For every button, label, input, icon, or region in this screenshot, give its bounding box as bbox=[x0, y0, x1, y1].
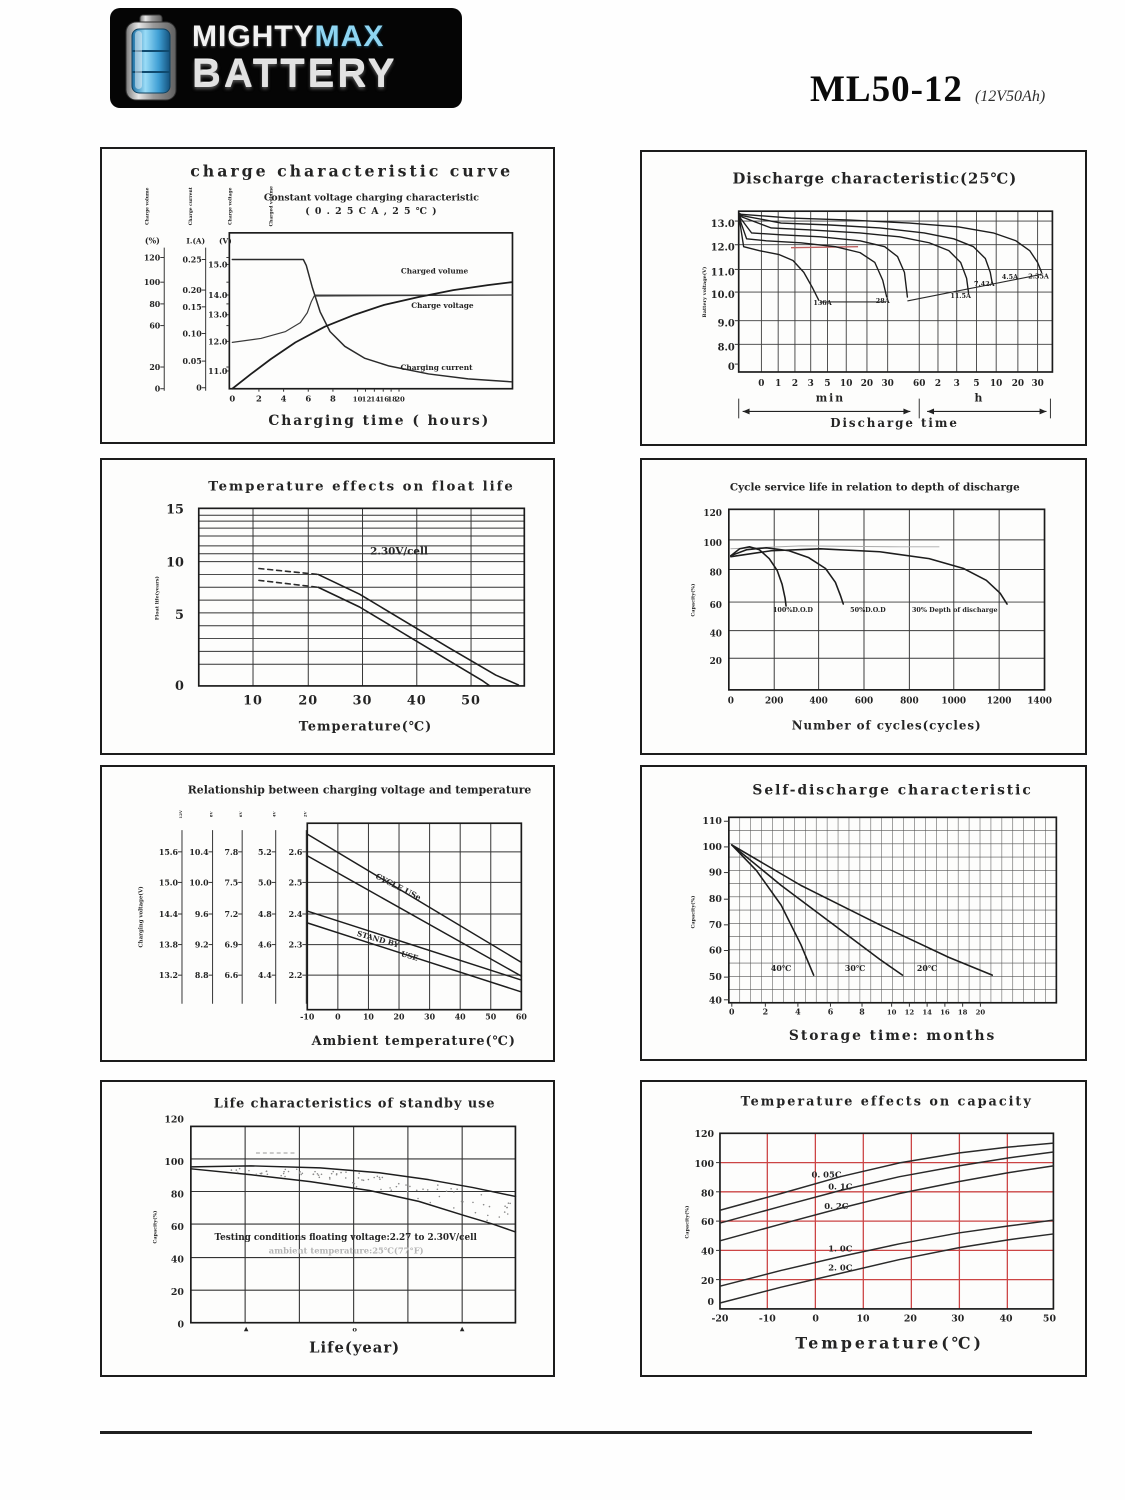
svg-text:3: 3 bbox=[953, 378, 960, 389]
chart-temperature-capacity bbox=[642, 1082, 1085, 1375]
svg-text:12: 12 bbox=[904, 1008, 915, 1017]
svg-text:40: 40 bbox=[406, 693, 427, 709]
svg-text:1400: 1400 bbox=[1027, 696, 1052, 707]
svg-text:2.6: 2.6 bbox=[288, 847, 303, 857]
svg-text:70: 70 bbox=[708, 919, 722, 931]
panel-temperature-capacity bbox=[640, 1080, 1087, 1377]
svg-text:40: 40 bbox=[709, 629, 722, 640]
svg-text:50: 50 bbox=[1042, 1313, 1056, 1325]
svg-text:0: 0 bbox=[727, 696, 734, 707]
svg-text:2.4: 2.4 bbox=[288, 909, 303, 919]
svg-text:8V: 8V bbox=[208, 811, 214, 818]
panel-discharge-characteristic bbox=[640, 150, 1087, 446]
svg-text:0.20: 0.20 bbox=[182, 286, 202, 296]
svg-text:11.0: 11.0 bbox=[710, 267, 735, 279]
svg-text:6: 6 bbox=[305, 393, 312, 404]
chart-standby-life bbox=[102, 1082, 553, 1375]
svg-text:Capacity(%): Capacity(%) bbox=[684, 1205, 691, 1239]
svg-text:Charge current: Charge current bbox=[188, 187, 194, 226]
svg-text:30% Depth of discharge: 30% Depth of discharge bbox=[911, 605, 998, 614]
svg-text:15: 15 bbox=[166, 502, 184, 518]
svg-text:20: 20 bbox=[860, 378, 874, 389]
svg-text:120: 120 bbox=[143, 253, 161, 263]
svg-text:USE: USE bbox=[399, 949, 420, 963]
svg-text:5: 5 bbox=[973, 378, 980, 389]
svg-text:0: 0 bbox=[335, 1012, 341, 1022]
svg-text:10.4: 10.4 bbox=[189, 847, 209, 857]
svg-text:6.9: 6.9 bbox=[224, 940, 239, 950]
svg-text:1000: 1000 bbox=[941, 696, 967, 707]
svg-text:9.6: 9.6 bbox=[194, 909, 209, 919]
svg-text:60: 60 bbox=[170, 1221, 184, 1233]
svg-text:30: 30 bbox=[881, 378, 894, 389]
svg-text:-10: -10 bbox=[300, 1012, 315, 1022]
svg-text:80: 80 bbox=[708, 894, 722, 906]
svg-text:30: 30 bbox=[352, 693, 373, 709]
svg-text:Charge voltage: Charge voltage bbox=[228, 187, 234, 225]
svg-text:80: 80 bbox=[149, 299, 161, 309]
svg-text:4.8: 4.8 bbox=[258, 909, 272, 919]
svg-text:5.2: 5.2 bbox=[258, 847, 272, 857]
svg-text:50: 50 bbox=[708, 972, 722, 984]
svg-text:11.5A: 11.5A bbox=[950, 292, 971, 300]
svg-text:120: 120 bbox=[694, 1129, 715, 1141]
chart-charging-voltage-temperature bbox=[102, 767, 553, 1060]
svg-text:CYCLE USe: CYCLE USe bbox=[373, 871, 423, 903]
svg-text:0: 0 bbox=[229, 393, 236, 404]
svg-text:13.0: 13.0 bbox=[208, 310, 228, 320]
svg-text:14: 14 bbox=[370, 395, 381, 404]
svg-text:Self-discharge characteristic: Self-discharge characteristic bbox=[752, 782, 1033, 799]
svg-text:20: 20 bbox=[903, 1313, 917, 1325]
svg-text:60: 60 bbox=[708, 945, 722, 957]
svg-text:Charged volume: Charged volume bbox=[269, 186, 275, 227]
svg-text:0. 1C: 0. 1C bbox=[828, 1181, 853, 1192]
svg-text:8: 8 bbox=[330, 393, 336, 404]
svg-text:Charge voltage: Charge voltage bbox=[411, 300, 474, 310]
brand-word-mighty: MIGHTY bbox=[192, 20, 315, 53]
svg-text:2.30V/cell: 2.30V/cell bbox=[370, 545, 428, 558]
svg-text:1200: 1200 bbox=[986, 696, 1012, 707]
svg-text:14.0: 14.0 bbox=[208, 290, 228, 300]
svg-text:100: 100 bbox=[694, 1158, 715, 1170]
battery-icon bbox=[120, 13, 182, 103]
svg-text:( 0 . 2 5 C A , 2 5 ℃ ): ( 0 . 2 5 C A , 2 5 ℃ ) bbox=[305, 206, 438, 218]
svg-text:10: 10 bbox=[243, 693, 263, 709]
svg-text:0: 0 bbox=[177, 1319, 184, 1331]
svg-text:10: 10 bbox=[166, 555, 184, 571]
svg-text:4: 4 bbox=[795, 1007, 801, 1017]
svg-text:Capacity(%): Capacity(%) bbox=[690, 583, 697, 617]
svg-text:0. 2C: 0. 2C bbox=[824, 1201, 849, 1212]
svg-text:12: 12 bbox=[361, 395, 372, 404]
svg-text:100%D.O.D: 100%D.O.D bbox=[772, 605, 813, 614]
svg-text:80: 80 bbox=[701, 1188, 715, 1200]
svg-text:0: 0 bbox=[196, 383, 202, 393]
chart-charge-characteristic bbox=[102, 149, 553, 442]
svg-text:0: 0 bbox=[812, 1313, 819, 1325]
svg-text:20: 20 bbox=[709, 657, 722, 668]
svg-text:charge characteristic curve: charge characteristic curve bbox=[190, 161, 514, 181]
svg-text:ambient temperature:25℃(77°F): ambient temperature:25℃(77°F) bbox=[268, 1245, 424, 1256]
svg-text:20: 20 bbox=[393, 1012, 405, 1022]
svg-text:15.0: 15.0 bbox=[208, 260, 228, 270]
svg-text:13.8: 13.8 bbox=[158, 940, 179, 950]
svg-text:20: 20 bbox=[1011, 378, 1025, 389]
svg-text:18: 18 bbox=[957, 1008, 968, 1017]
svg-text:0.15: 0.15 bbox=[182, 302, 202, 312]
svg-text:10: 10 bbox=[856, 1313, 870, 1325]
svg-text:2: 2 bbox=[791, 378, 799, 389]
svg-text:0: 0 bbox=[175, 678, 184, 694]
svg-text:12V: 12V bbox=[177, 810, 183, 819]
svg-text:Temperature(℃): Temperature(℃) bbox=[298, 719, 433, 735]
svg-text:14.4: 14.4 bbox=[158, 909, 179, 919]
svg-text:15.0: 15.0 bbox=[158, 878, 179, 888]
svg-text:9.2: 9.2 bbox=[194, 940, 209, 950]
svg-text:Cycle service life in relation: Cycle service life in relation to depth of discharge bbox=[729, 481, 1020, 494]
svg-text:▲: ▲ bbox=[243, 1325, 249, 1333]
svg-text:136A: 136A bbox=[813, 298, 832, 307]
svg-text:80: 80 bbox=[170, 1189, 184, 1201]
svg-text:10.0: 10.0 bbox=[189, 878, 209, 888]
svg-text:Charging voltage(V): Charging voltage(V) bbox=[138, 886, 145, 948]
svg-text:5: 5 bbox=[175, 607, 184, 623]
svg-text:(V): (V) bbox=[219, 236, 232, 246]
svg-text:40: 40 bbox=[454, 1012, 466, 1022]
chart-float-life bbox=[102, 460, 553, 753]
svg-text:200: 200 bbox=[764, 696, 784, 707]
model-number: ML50-12 bbox=[810, 69, 963, 110]
svg-text:Capacity(%): Capacity(%) bbox=[152, 1210, 159, 1244]
brand-word-max: MAX bbox=[314, 20, 385, 53]
svg-text:30: 30 bbox=[951, 1313, 965, 1325]
svg-text:28A: 28A bbox=[875, 296, 890, 305]
chart-self-discharge bbox=[642, 767, 1085, 1059]
chart-discharge-characteristic bbox=[642, 152, 1085, 444]
svg-text:60: 60 bbox=[709, 600, 722, 611]
svg-text:5.0: 5.0 bbox=[258, 878, 272, 888]
model-capacity: (12V50Ah) bbox=[974, 88, 1046, 105]
svg-text:60: 60 bbox=[913, 378, 926, 389]
brand-word-battery: BATTERY bbox=[192, 52, 398, 96]
svg-text:30: 30 bbox=[1031, 378, 1044, 389]
svg-text:6: 6 bbox=[827, 1007, 834, 1017]
panel-standby-life bbox=[100, 1080, 555, 1377]
svg-text:100: 100 bbox=[143, 278, 161, 288]
svg-text:Number of cycles(cycles): Number of cycles(cycles) bbox=[791, 718, 982, 733]
svg-text:100: 100 bbox=[164, 1156, 184, 1168]
svg-text:Capacity(%): Capacity(%) bbox=[690, 895, 697, 929]
svg-text:40: 40 bbox=[999, 1313, 1013, 1325]
svg-text:110: 110 bbox=[702, 816, 722, 828]
svg-text:50: 50 bbox=[461, 693, 481, 709]
svg-text:50: 50 bbox=[485, 1012, 497, 1022]
svg-text:0: 0 bbox=[707, 1296, 715, 1308]
svg-text:2.35A: 2.35A bbox=[1028, 272, 1049, 281]
svg-text:16: 16 bbox=[379, 395, 390, 404]
svg-text:10: 10 bbox=[886, 1008, 897, 1017]
svg-text:I.(A): I.(A) bbox=[186, 236, 206, 246]
svg-text:Charge volume: Charge volume bbox=[145, 187, 151, 225]
svg-text:8.8: 8.8 bbox=[194, 971, 209, 981]
svg-text:40: 40 bbox=[701, 1246, 715, 1258]
svg-text:10.0: 10.0 bbox=[710, 290, 735, 301]
svg-text:20: 20 bbox=[149, 362, 161, 372]
svg-text:Discharge time: Discharge time bbox=[830, 416, 959, 431]
svg-text:30: 30 bbox=[424, 1012, 436, 1022]
svg-text:20℃: 20℃ bbox=[916, 964, 938, 974]
svg-text:50%D.O.D: 50%D.O.D bbox=[850, 605, 886, 614]
svg-text:2: 2 bbox=[256, 393, 262, 404]
svg-text:12.0: 12.0 bbox=[208, 337, 228, 347]
svg-text:20: 20 bbox=[170, 1287, 184, 1299]
svg-text:2V: 2V bbox=[302, 811, 308, 818]
svg-text:100: 100 bbox=[702, 841, 722, 853]
svg-text:-10: -10 bbox=[758, 1313, 776, 1325]
svg-text:20: 20 bbox=[298, 693, 319, 709]
svg-text:4.4: 4.4 bbox=[258, 971, 272, 981]
svg-text:8.0: 8.0 bbox=[717, 342, 735, 354]
svg-text:20: 20 bbox=[701, 1276, 715, 1288]
svg-text:60: 60 bbox=[701, 1217, 715, 1229]
svg-text:400: 400 bbox=[809, 696, 828, 707]
svg-text:Relationship between charging: Relationship between charging voltage and temperature bbox=[187, 783, 532, 797]
svg-text:600: 600 bbox=[854, 696, 874, 707]
brand-logo bbox=[110, 8, 462, 108]
svg-text:Constant voltage charging char: Constant voltage charging characteristic bbox=[263, 192, 479, 204]
svg-text:-20: -20 bbox=[711, 1313, 729, 1325]
svg-text:10: 10 bbox=[352, 395, 363, 404]
svg-text:14: 14 bbox=[922, 1008, 932, 1017]
svg-text:2.2: 2.2 bbox=[288, 971, 303, 981]
svg-text:80: 80 bbox=[709, 568, 722, 579]
svg-text:120: 120 bbox=[164, 1114, 184, 1126]
svg-text:16: 16 bbox=[940, 1008, 950, 1017]
svg-text:800: 800 bbox=[900, 696, 919, 707]
svg-text:4: 4 bbox=[280, 393, 287, 404]
model-header bbox=[810, 68, 1045, 111]
svg-text:13.2: 13.2 bbox=[158, 971, 179, 981]
svg-text:40: 40 bbox=[170, 1254, 184, 1266]
panel-self-discharge bbox=[640, 765, 1087, 1061]
chart-cycle-service-life bbox=[642, 460, 1085, 753]
svg-text:30℃: 30℃ bbox=[844, 964, 866, 974]
svg-text:100: 100 bbox=[703, 538, 722, 549]
svg-text:20: 20 bbox=[395, 395, 405, 404]
svg-text:2.3: 2.3 bbox=[288, 940, 303, 950]
svg-text:2. 0C: 2. 0C bbox=[828, 1262, 853, 1273]
svg-text:Float life(years): Float life(years) bbox=[154, 576, 161, 621]
svg-text:15.6: 15.6 bbox=[158, 847, 179, 857]
svg-text:Charging current: Charging current bbox=[400, 362, 473, 372]
svg-text:2.5: 2.5 bbox=[288, 878, 303, 888]
svg-text:2: 2 bbox=[934, 378, 942, 389]
svg-text:120: 120 bbox=[703, 509, 722, 520]
svg-text:4.5A: 4.5A bbox=[1001, 273, 1019, 282]
svg-text:60: 60 bbox=[149, 321, 161, 331]
svg-text:o: o bbox=[352, 1325, 357, 1334]
svg-text:0.10: 0.10 bbox=[182, 329, 202, 339]
svg-text:1. 0C: 1. 0C bbox=[828, 1243, 853, 1254]
svg-text:STAND BY: STAND BY bbox=[355, 928, 401, 950]
svg-text:7.5: 7.5 bbox=[224, 878, 239, 888]
svg-text:0.05: 0.05 bbox=[182, 357, 202, 367]
svg-text:0.25: 0.25 bbox=[182, 255, 202, 265]
footer-rule bbox=[100, 1431, 1032, 1434]
svg-text:0: 0 bbox=[758, 378, 765, 389]
svg-text:0: 0 bbox=[729, 1007, 735, 1017]
svg-text:Life characteristics of standb: Life characteristics of standby use bbox=[213, 1096, 496, 1112]
panel-charging-voltage-temperature bbox=[100, 765, 555, 1062]
svg-text:Temperature(℃): Temperature(℃) bbox=[795, 1333, 984, 1353]
svg-text:20: 20 bbox=[975, 1008, 986, 1017]
svg-text:4.6: 4.6 bbox=[258, 940, 272, 950]
svg-text:8: 8 bbox=[859, 1007, 865, 1017]
panel-float-life bbox=[100, 458, 555, 755]
svg-text:10: 10 bbox=[990, 378, 1003, 389]
svg-text:9.0: 9.0 bbox=[717, 318, 735, 330]
svg-text:0. 05C: 0. 05C bbox=[811, 1169, 842, 1180]
svg-text:Battery voltage(V): Battery voltage(V) bbox=[702, 266, 709, 318]
svg-text:Charging time ( hours): Charging time ( hours) bbox=[268, 413, 491, 430]
svg-text:▲: ▲ bbox=[459, 1325, 465, 1333]
svg-text:0: 0 bbox=[154, 384, 161, 394]
svg-text:18: 18 bbox=[387, 395, 397, 404]
svg-text:3: 3 bbox=[807, 378, 814, 389]
svg-text:Charged volume: Charged volume bbox=[400, 266, 469, 276]
svg-text:min: min bbox=[815, 391, 846, 405]
svg-text:h: h bbox=[974, 391, 983, 405]
svg-text:6V: 6V bbox=[238, 811, 244, 818]
svg-text:10: 10 bbox=[840, 378, 853, 389]
svg-text:10: 10 bbox=[362, 1012, 374, 1022]
svg-text:6.6: 6.6 bbox=[224, 971, 239, 981]
svg-text:Ambient temperature(℃): Ambient temperature(℃) bbox=[311, 1034, 516, 1050]
svg-text:Life(year): Life(year) bbox=[309, 1339, 401, 1357]
svg-text:(%): (%) bbox=[144, 236, 160, 246]
svg-text:13.0: 13.0 bbox=[710, 218, 735, 230]
svg-text:0: 0 bbox=[727, 362, 735, 374]
svg-text:1: 1 bbox=[775, 378, 782, 389]
panel-cycle-service-life bbox=[640, 458, 1087, 755]
svg-text:90: 90 bbox=[708, 867, 722, 879]
svg-text:60: 60 bbox=[515, 1012, 527, 1022]
svg-text:Discharge characteristic(25℃): Discharge characteristic(25℃) bbox=[732, 170, 1018, 188]
svg-text:Testing conditions floating vo: Testing conditions floating voltage:2.27 to 2.30V/cell bbox=[214, 1232, 477, 1243]
svg-text:12.0: 12.0 bbox=[710, 242, 735, 254]
svg-text:5: 5 bbox=[824, 378, 831, 389]
svg-text:7.42A: 7.42A bbox=[974, 280, 995, 289]
svg-text:7.2: 7.2 bbox=[224, 909, 239, 919]
svg-text:7.8: 7.8 bbox=[224, 847, 239, 857]
svg-text:2: 2 bbox=[762, 1007, 769, 1017]
brand-wordmark bbox=[192, 22, 397, 94]
svg-text:40: 40 bbox=[708, 995, 722, 1007]
svg-text:Storage time: months: Storage time: months bbox=[788, 1028, 997, 1045]
svg-text:40℃: 40℃ bbox=[770, 964, 792, 974]
svg-text:Temperature effects on float l: Temperature effects on float life bbox=[208, 479, 515, 495]
panel-charge-characteristic bbox=[100, 147, 555, 444]
svg-text:11.0: 11.0 bbox=[208, 366, 228, 376]
svg-text:4V: 4V bbox=[271, 811, 277, 818]
svg-text:Temperature effects on capaci: Temperature effects on capacity bbox=[740, 1094, 1033, 1110]
